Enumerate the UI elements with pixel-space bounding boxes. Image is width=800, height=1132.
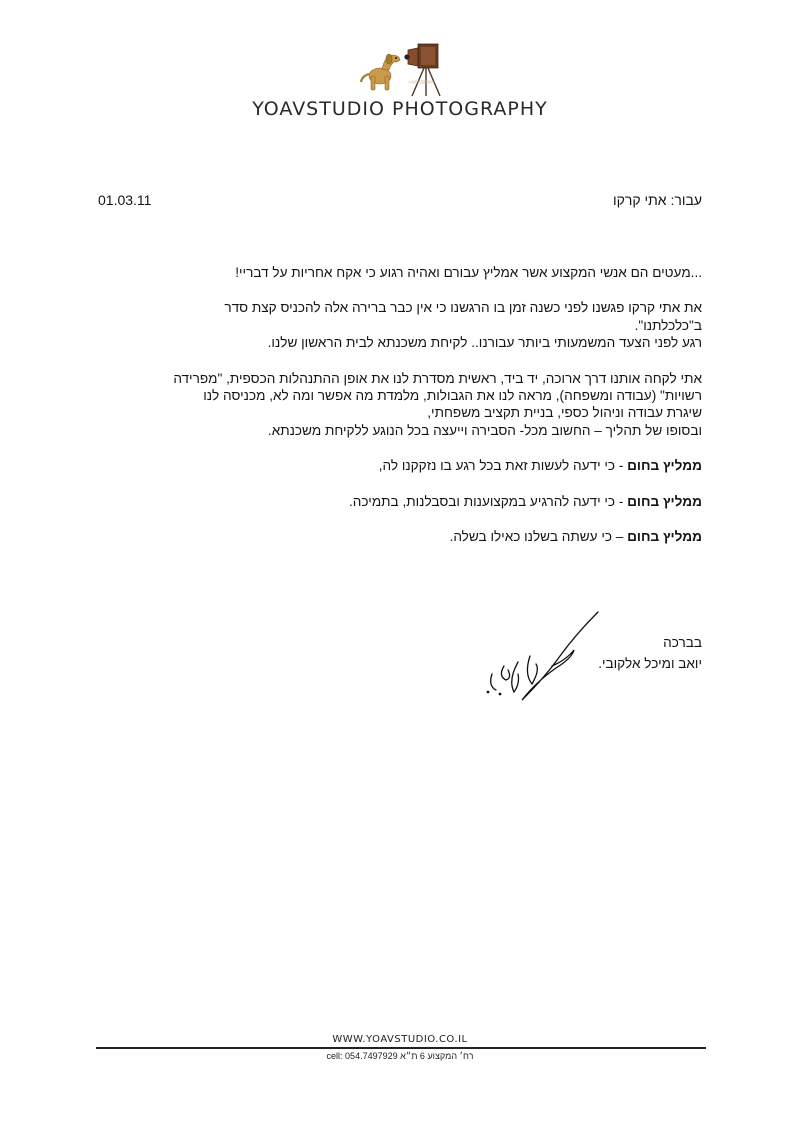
opening-line — [98, 264, 702, 281]
recommendation-text: - כי ידעה לעשות זאת בכל רגע בו נזקקנו לה, — [378, 458, 628, 474]
dog-and-camera-icon — [352, 38, 448, 98]
paragraph-line: ובסופו של תהליך – החשוב מכל- הסבירה וייעצה בכל הנוגע ללקיחת משכנתא. — [267, 422, 702, 438]
paragraph-line: אתי לקחה אותנו דרך ארוכה, יד ביד, ראשית מסדרת לנו את אופן ההתנהלות הכספית, "מפרידה — [173, 370, 702, 386]
paragraph-introduction — [98, 299, 702, 351]
paragraph-line: ב"כלכלתנו". — [634, 317, 702, 333]
recommendation-emphasis: ממליץ בחום — [627, 458, 702, 474]
paragraph-line: שיגרת עבודה וניהול כספי, בניית תקציב משפחתי, — [427, 405, 702, 421]
recommendation-line — [98, 493, 702, 510]
recommendation-emphasis: ממליץ בחום — [627, 529, 702, 545]
letter-date: 01.03.11 — [98, 192, 152, 208]
paragraph-line: רגע לפני הצעד המשמעותי ביותר עבורנו.. לקיחת משכנתא לבית הראשון שלנו. — [267, 335, 702, 351]
recommendation-line — [98, 457, 702, 474]
closing-names: יואב ומיכל אלקובי. — [598, 656, 702, 671]
recommendation-line — [98, 528, 702, 545]
paragraph-line: רשויות" (עבודה ומשפחה), מראה לנו את הגבולות, מלמדת מה אפשר ומה לא, מכניסה לנו — [203, 388, 702, 404]
letter-body — [98, 264, 702, 563]
closing-block — [598, 632, 702, 674]
brand-title: YOAVSTUDIO PHOTOGRAPHY — [252, 98, 548, 120]
footer-address: רח׳ המקצוע 6 ת״א cell: 054.7497929 — [326, 1051, 474, 1061]
footer-website: WWW.YOAVSTUDIO.CO.IL — [332, 1034, 468, 1045]
recommendation-emphasis: ממליץ בחום — [627, 493, 702, 509]
footer-divider — [96, 1047, 706, 1049]
recommendation-text: - כי ידעה להרגיע במקצוענות ובסבלנות, בתמיכה. — [349, 493, 628, 509]
opening-text: ...מעטים הם אנשי המקצוע אשר אמליץ עבורם ואהיה רגוע כי אקח אחריות על דבריי! — [235, 265, 702, 280]
paragraph-line: את אתי קרקו פגשנו לפני כשנה זמן בו הרגשנו כי אין כבר ברירה אלה להכניס קצת סדר — [224, 300, 702, 316]
handwritten-signature — [478, 604, 608, 714]
recipient-line: עבור: אתי קרקו — [612, 192, 702, 208]
recommendation-text: – כי עשתה בשלנו כאילו בשלה. — [449, 529, 628, 545]
closing-greeting: בברכה — [663, 635, 702, 650]
paragraph-process — [98, 370, 702, 440]
